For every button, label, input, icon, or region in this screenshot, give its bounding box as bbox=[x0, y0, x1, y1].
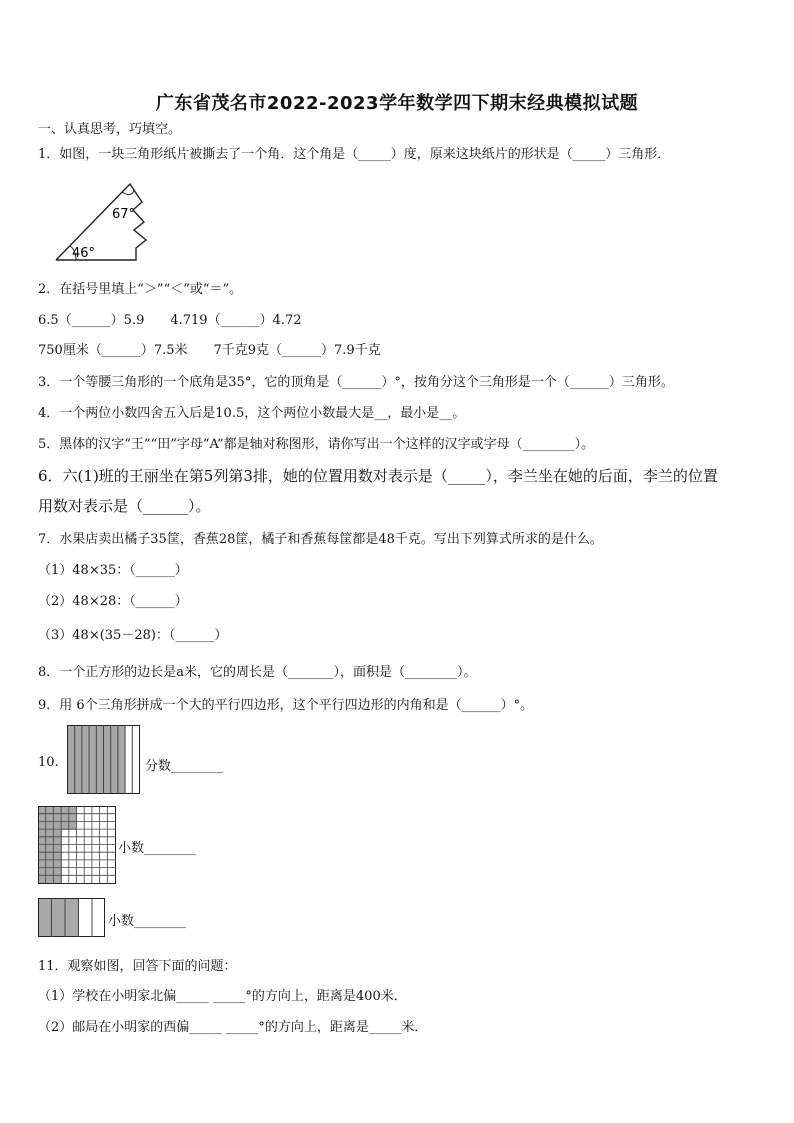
angle-label-top: 67° bbox=[112, 207, 136, 222]
question-4: 4．一个两位小数四舍五入后是10.5，这个两位小数最大是__，最小是__。 bbox=[38, 406, 466, 421]
question-11-part-2: （2）邮局在小明家的西偏_____ _____°的方向上，距离是_____米． bbox=[38, 1020, 428, 1035]
question-2-row-1: 6.5（______）5.9 4.719（______）4.72 bbox=[38, 313, 302, 328]
question-1: 1．如图，一块三角形纸片被撕去了一个角．这个角是（_____）度，原来这块纸片的形状是（_____）三角形． bbox=[38, 147, 671, 162]
question-6-line-2: 用数对表示是（______）。 bbox=[38, 497, 211, 515]
torn-triangle-figure bbox=[52, 176, 162, 264]
question-7-part-2: （2）48×28：（______） bbox=[38, 594, 188, 609]
question-7: 7．水果店卖出橘子35筐，香蕉28筐，橘子和香蕉每筐都是48千克。写出下列算式所求的是什么。 bbox=[38, 532, 603, 547]
page-title: 广东省茂名市2022-2023学年数学四下期末经典模拟试题 bbox=[155, 93, 639, 114]
question-9: 9．用 6个三角形拼成一个大的平行四边形，这个平行四边形的内角和是（______）°。 bbox=[38, 698, 534, 713]
fraction-answer: 分数________ bbox=[145, 759, 224, 774]
question-2-row-2: 750厘米（______）7.5米 7千克9克（______）7.9千克 bbox=[38, 343, 381, 358]
question-7-part-1: （1）48×35：（______） bbox=[38, 563, 188, 578]
question-7-part-3: （3）48×(35－28)：（______） bbox=[38, 628, 228, 643]
decimal-strip-figure bbox=[38, 898, 106, 938]
decimal-answer-1: 小数________ bbox=[118, 841, 197, 856]
section-heading: 一、认真思考，巧填空。 bbox=[38, 122, 182, 137]
decimal-answer-2: 小数________ bbox=[108, 914, 187, 929]
question-10-number: 10. bbox=[38, 755, 59, 770]
hundred-grid-figure bbox=[38, 806, 116, 884]
angle-label-bottom: 46° bbox=[72, 246, 96, 261]
fraction-strip-figure bbox=[67, 725, 141, 795]
question-11: 11．观察如图，回答下面的问题： bbox=[38, 959, 237, 974]
question-6-line-1: 6．六(1)班的王丽坐在第5列第3排，她的位置用数对表示是（_____），李兰坐在她的后面，李兰的位置 bbox=[38, 467, 718, 485]
question-2: 2．在括号里填上“＞”“＜”或“＝”。 bbox=[38, 282, 243, 297]
question-3: 3．一个等腰三角形的一个底角是35°，它的顶角是（______）°，按角分这个三角形是一个（______）三角形。 bbox=[38, 375, 674, 390]
question-5: 5．黑体的汉字“王”“田”字母“A”都是轴对称图形，请你写出一个这样的汉字或字母（________）。 bbox=[38, 437, 595, 452]
question-8: 8．一个正方形的边长是a米，它的周长是（_______），面积是（________）。 bbox=[38, 665, 477, 680]
question-11-part-1: （1）学校在小明家北偏_____ _____°的方向上，距离是400米． bbox=[38, 989, 407, 1004]
